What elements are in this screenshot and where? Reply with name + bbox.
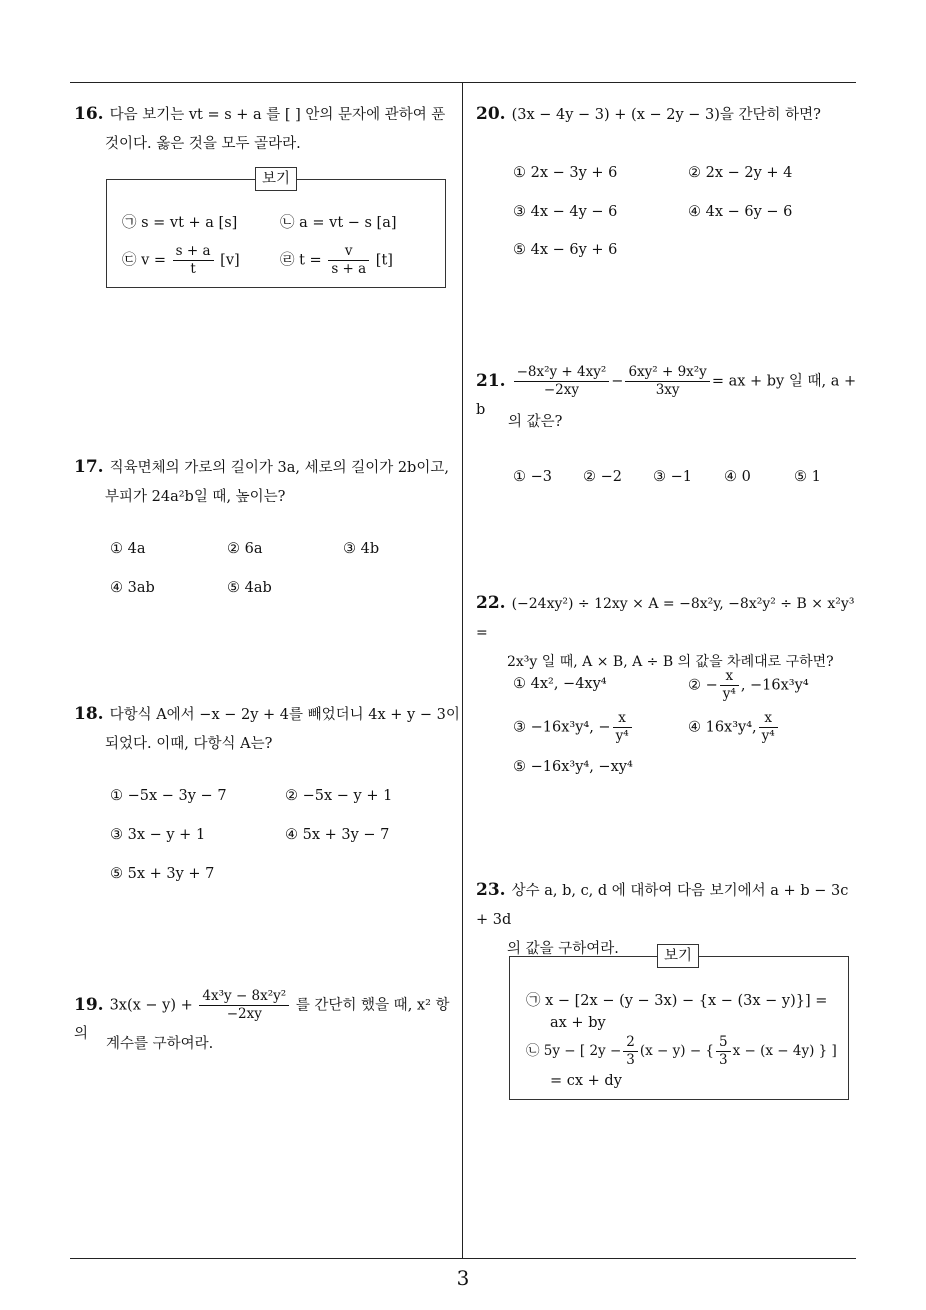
option-3[interactable]: ③ 3x − y + 1	[110, 827, 206, 843]
question-19-line2: 계수를 구하여라.	[106, 1036, 214, 1052]
example-box-label: 보기	[657, 944, 699, 968]
question-text-line2: 2x³y 일 때, A × B, A ÷ B 의 값을 차례대로 구하면?	[507, 654, 834, 670]
question-16	[74, 100, 460, 159]
option-4[interactable]: ④ 4x − 6y − 6	[688, 204, 793, 220]
option-5[interactable]: ⑤ 4ab	[227, 580, 272, 596]
option-2[interactable]: ② 2x − 2y + 4	[688, 165, 793, 181]
option-1[interactable]: ① 4x², −4xy⁴	[513, 676, 607, 692]
option-3[interactable]: ③ 4x − 4y − 6	[513, 204, 618, 220]
fraction-denominator: 3xy	[655, 382, 680, 398]
option-2[interactable]	[688, 668, 809, 703]
item-b-text: ㉡ 5y − [ 2y −	[526, 1043, 622, 1059]
fraction-denominator: y⁴	[615, 728, 629, 744]
example-item-b-line2: = cx + dy	[550, 1073, 622, 1089]
example-item-b-line1	[526, 1034, 837, 1069]
item-d-lhs: ㉣ t =	[280, 252, 322, 269]
fraction-numerator: −8x²y + 4xy²	[514, 364, 610, 382]
option-5[interactable]: ⑤ −16x³y⁴, −xy⁴	[513, 759, 633, 775]
question-text-line1: (−24xy²) ÷ 12xy × A = −8x²y, −8x²y² ÷ B × x²y³ =	[476, 596, 855, 641]
fraction	[173, 243, 214, 278]
fraction	[623, 1034, 638, 1069]
fraction-numerator: x	[613, 710, 632, 728]
option-text: ② −	[688, 677, 718, 694]
option-4[interactable]: ④ 5x + 3y − 7	[285, 827, 390, 843]
question-number: 22.	[476, 593, 506, 613]
bottom-rule	[70, 1258, 856, 1259]
column-divider	[462, 83, 463, 1258]
option-2[interactable]: ② 6a	[227, 541, 263, 557]
question-text-line1: 직육면체의 가로의 길이가 3a, 세로의 길이가 2b이고,	[109, 460, 449, 476]
question-number: 23.	[476, 880, 506, 900]
example-box-label: 보기	[255, 167, 297, 191]
option-5[interactable]: ⑤ 4x − 6y + 6	[513, 242, 618, 258]
example-item-d	[280, 243, 393, 278]
fraction-numerator: v	[328, 243, 369, 261]
question-text-line2: 되었다. 이때, 다항식 A는?	[105, 736, 273, 752]
fraction-numerator: 4x³y − 8x²y²	[199, 988, 289, 1006]
question-text-line1: (3x − 4y − 3) + (x − 2y − 3)을 간단히 하면?	[511, 107, 821, 123]
question-20	[476, 100, 856, 130]
question-22	[476, 589, 861, 677]
question-text-line1: 상수 a, b, c, d 에 대하여 다음 보기에서 a + b − 3c + 3d	[476, 883, 849, 928]
fraction	[199, 988, 289, 1023]
option-4[interactable]: ④ 3ab	[110, 580, 155, 596]
question-number: 17.	[74, 457, 104, 477]
fraction-numerator: x	[759, 710, 778, 728]
question-number: 16.	[74, 104, 104, 124]
fraction-numerator: x	[720, 668, 739, 686]
example-item-a-line1: ㉠ x − [2x − (y − 3x) − {x − (3x − y)}] =	[526, 993, 828, 1009]
option-1[interactable]: ① 4a	[110, 541, 146, 557]
question-number: 18.	[74, 704, 104, 724]
question-number: 19.	[74, 994, 104, 1015]
option-text: ④ 16x³y⁴,	[688, 719, 757, 736]
fraction-numerator: 6xy² + 9x²y	[625, 364, 709, 382]
item-c-lhs: ㉢ v =	[122, 252, 167, 269]
fraction-denominator: s + a	[331, 261, 367, 277]
question-text-line1: 를 간단히 했을 때, x² 항의	[74, 997, 450, 1042]
fraction	[514, 364, 610, 399]
example-item-a-line2: ax + by	[550, 1015, 606, 1031]
option-3[interactable]: ③ 4b	[343, 541, 380, 557]
fraction	[716, 1034, 731, 1069]
option-1[interactable]: ① −3	[513, 469, 552, 485]
question-text-line2: 것이다. 옳은 것을 모두 골라라.	[105, 136, 301, 152]
page-number: 3	[456, 1266, 470, 1290]
question-number: 21.	[476, 370, 506, 391]
item-d-bracket: [t]	[375, 252, 393, 269]
fraction	[720, 668, 739, 703]
fraction-numerator: 5	[716, 1034, 731, 1052]
top-rule	[70, 82, 856, 83]
option-3[interactable]: ③ −1	[653, 469, 692, 485]
fraction-denominator: −2xy	[226, 1006, 262, 1022]
option-2[interactable]: ② −2	[583, 469, 622, 485]
question-17	[74, 453, 460, 512]
option-5[interactable]: ⑤ 1	[794, 469, 821, 485]
option-3[interactable]	[513, 710, 634, 745]
fraction-denominator: y⁴	[761, 728, 775, 744]
minus-sign: −	[611, 373, 624, 390]
example-item-a: ㉠ s = vt + a [s]	[122, 215, 238, 231]
question-number: 20.	[476, 104, 506, 124]
fraction-denominator: 3	[626, 1052, 635, 1068]
fraction-denominator: t	[190, 261, 196, 277]
option-text: , −16x³y⁴	[740, 677, 809, 694]
option-text: ③ −16x³y⁴, −	[513, 719, 611, 736]
example-item-b: ㉡ a = vt − s [a]	[280, 215, 397, 231]
option-1[interactable]: ① 2x − 3y + 6	[513, 165, 618, 181]
option-5[interactable]: ⑤ 5x + 3y + 7	[110, 866, 215, 882]
question-text-line2: 부피가 24a²b일 때, 높이는?	[105, 489, 286, 505]
question-text-line1: = ax + by 일 때, a + b	[476, 373, 857, 418]
question-18	[74, 700, 460, 759]
option-4[interactable]: ④ 0	[724, 469, 751, 485]
fraction	[625, 364, 709, 399]
fraction	[759, 710, 778, 745]
example-item-c	[122, 243, 240, 278]
fraction-denominator: y⁴	[722, 686, 736, 702]
item-c-bracket: [v]	[220, 252, 240, 269]
option-4[interactable]	[688, 710, 780, 745]
fraction-numerator: 2	[623, 1034, 638, 1052]
question-text-line2: 의 값을 구하여라.	[507, 941, 619, 957]
question-text-line1: 다음 보기는 vt = s + a 를 [ ] 안의 문자에 관하여 푼	[109, 107, 446, 123]
option-2[interactable]: ② −5x − y + 1	[285, 788, 393, 804]
option-1[interactable]: ① −5x − 3y − 7	[110, 788, 227, 804]
fraction	[613, 710, 632, 745]
question-21-line2: 의 값은?	[508, 414, 563, 430]
fraction	[328, 243, 369, 278]
expression-left: 3x(x − y) +	[109, 997, 193, 1014]
question-text-line1: 다항식 A에서 −x − 2y + 4를 빼었더니 4x + y − 3이	[109, 707, 460, 723]
item-b-text: x − (x − 4y) } ]	[732, 1043, 837, 1059]
fraction-denominator: 3	[719, 1052, 728, 1068]
fraction-numerator: s + a	[173, 243, 214, 261]
fraction-denominator: −2xy	[543, 382, 579, 398]
item-b-text: (x − y) − {	[639, 1043, 715, 1059]
